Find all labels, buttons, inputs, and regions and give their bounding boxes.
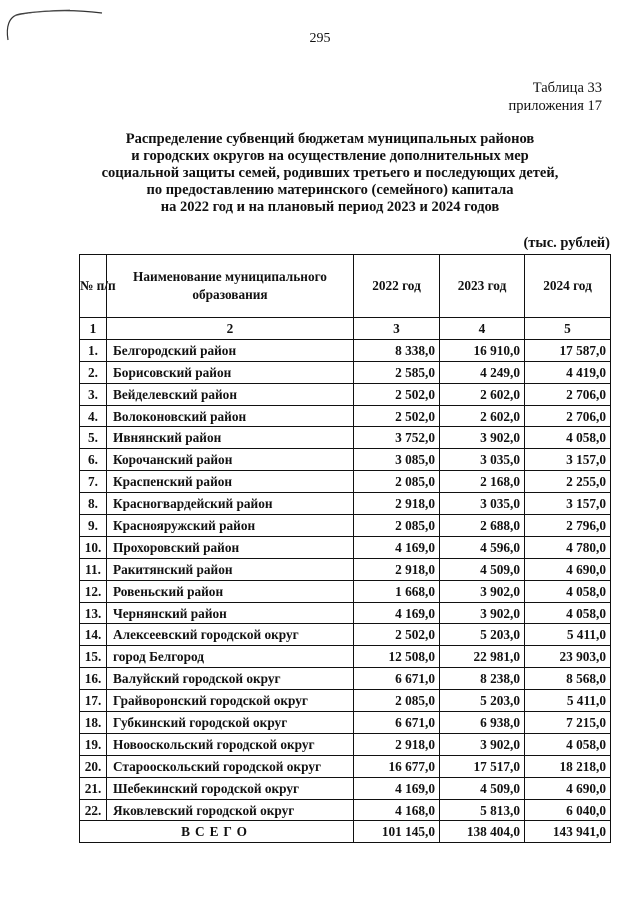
value-2023: 4 509,0 (440, 558, 525, 580)
municipality-name: Алексеевский городской округ (107, 624, 354, 646)
value-2022: 2 585,0 (354, 361, 440, 383)
column-index: 4 (440, 318, 525, 340)
row-number: 20. (80, 755, 107, 777)
value-2022: 2 918,0 (354, 493, 440, 515)
value-2022: 2 502,0 (354, 383, 440, 405)
table-row (80, 427, 611, 449)
value-2023: 2 602,0 (440, 383, 525, 405)
table-row (80, 515, 611, 537)
table-row (80, 449, 611, 471)
row-number: 3. (80, 383, 107, 405)
value-2024: 8 568,0 (525, 668, 611, 690)
title-line: на 2022 год и на плановый период 2023 и 2024 годов (160, 199, 500, 215)
value-2024: 17 587,0 (525, 339, 611, 361)
value-2024: 3 157,0 (525, 493, 611, 515)
value-2023: 3 035,0 (440, 493, 525, 515)
row-number: 4. (80, 405, 107, 427)
row-number: 8. (80, 493, 107, 515)
value-2022: 4 169,0 (354, 602, 440, 624)
header-2022: 2022 год (354, 255, 440, 318)
municipality-name: Красногвардейский район (107, 493, 354, 515)
table-row (80, 646, 611, 668)
municipality-name: Новооскольский городской округ (107, 733, 354, 755)
table-row (80, 361, 611, 383)
value-2024: 4 690,0 (525, 558, 611, 580)
appendix-caption: приложения 17 (508, 98, 602, 114)
municipality-name: Губкинский городской округ (107, 712, 354, 734)
value-2023: 6 938,0 (440, 712, 525, 734)
value-2023: 2 168,0 (440, 471, 525, 493)
municipality-name: Борисовский район (107, 361, 354, 383)
value-2022: 4 169,0 (354, 536, 440, 558)
row-number: 2. (80, 361, 107, 383)
document-title (70, 131, 590, 216)
value-2023: 3 902,0 (440, 427, 525, 449)
row-number: 1. (80, 339, 107, 361)
table-row (80, 536, 611, 558)
table-row (80, 558, 611, 580)
header-2024: 2024 год (525, 255, 611, 318)
value-2022: 2 085,0 (354, 515, 440, 537)
value-2024: 18 218,0 (525, 755, 611, 777)
value-2023: 5 203,0 (440, 690, 525, 712)
total-2024: 143 941,0 (525, 821, 611, 843)
column-index-row (80, 318, 611, 340)
table-row (80, 405, 611, 427)
municipality-name: Волоконовский район (107, 405, 354, 427)
value-2022: 2 085,0 (354, 471, 440, 493)
municipality-name: Краснояружский район (107, 515, 354, 537)
municipality-name: Прохоровский район (107, 536, 354, 558)
value-2022: 2 502,0 (354, 405, 440, 427)
column-index: 2 (107, 318, 354, 340)
row-number: 10. (80, 536, 107, 558)
row-number: 15. (80, 646, 107, 668)
units-label: (тыс. рублей) (523, 235, 610, 251)
column-index: 3 (354, 318, 440, 340)
municipality-name: Ракитянский район (107, 558, 354, 580)
table-row (80, 383, 611, 405)
table-row (80, 712, 611, 734)
municipality-name: Ивнянский район (107, 427, 354, 449)
value-2023: 16 910,0 (440, 339, 525, 361)
value-2022: 6 671,0 (354, 712, 440, 734)
value-2024: 4 058,0 (525, 733, 611, 755)
municipality-name: Ровеньский район (107, 580, 354, 602)
row-number: 22. (80, 799, 107, 821)
value-2022: 2 918,0 (354, 558, 440, 580)
table-row (80, 602, 611, 624)
table-row (80, 493, 611, 515)
title-line: Распределение субвенций бюджетам муниципальных районов (125, 131, 535, 147)
value-2024: 6 040,0 (525, 799, 611, 821)
value-2024: 4 058,0 (525, 602, 611, 624)
municipality-name: город Белгород (107, 646, 354, 668)
municipality-name: Белгородский район (107, 339, 354, 361)
municipality-name: Вейделевский район (107, 383, 354, 405)
value-2022: 4 168,0 (354, 799, 440, 821)
row-number: 13. (80, 602, 107, 624)
table-row (80, 733, 611, 755)
row-number: 14. (80, 624, 107, 646)
value-2024: 3 157,0 (525, 449, 611, 471)
value-2023: 17 517,0 (440, 755, 525, 777)
row-number: 16. (80, 668, 107, 690)
municipality-name: Краспенский район (107, 471, 354, 493)
value-2023: 2 602,0 (440, 405, 525, 427)
title-line: социальной защиты семей, родивших третьего и последующих детей, (101, 165, 559, 181)
value-2022: 12 508,0 (354, 646, 440, 668)
value-2022: 3 752,0 (354, 427, 440, 449)
row-number: 21. (80, 777, 107, 799)
table-row (80, 799, 611, 821)
value-2023: 4 249,0 (440, 361, 525, 383)
table-row (80, 580, 611, 602)
table-row (80, 755, 611, 777)
value-2023: 8 238,0 (440, 668, 525, 690)
value-2024: 7 215,0 (525, 712, 611, 734)
table-row (80, 624, 611, 646)
row-number: 12. (80, 580, 107, 602)
municipality-name: Грайворонский городской округ (107, 690, 354, 712)
value-2022: 1 668,0 (354, 580, 440, 602)
value-2023: 3 902,0 (440, 580, 525, 602)
title-line: и городских округов на осуществление дополнительных мер (131, 148, 529, 164)
table-caption: Таблица 33 (532, 80, 602, 96)
value-2023: 3 902,0 (440, 602, 525, 624)
municipality-name: Старооскольский городской округ (107, 755, 354, 777)
subsidy-distribution-table (79, 254, 611, 843)
header-row (80, 255, 611, 318)
column-index: 1 (80, 318, 107, 340)
table-row (80, 777, 611, 799)
header-2023: 2023 год (440, 255, 525, 318)
row-number: 17. (80, 690, 107, 712)
value-2024: 5 411,0 (525, 690, 611, 712)
row-number: 18. (80, 712, 107, 734)
table-row (80, 339, 611, 361)
value-2022: 2 502,0 (354, 624, 440, 646)
table-row (80, 668, 611, 690)
header-name: Наименование муниципального образования (107, 255, 354, 318)
value-2023: 3 902,0 (440, 733, 525, 755)
value-2023: 3 035,0 (440, 449, 525, 471)
value-2023: 5 813,0 (440, 799, 525, 821)
value-2023: 22 981,0 (440, 646, 525, 668)
municipality-name: Валуйский городской округ (107, 668, 354, 690)
value-2022: 4 169,0 (354, 777, 440, 799)
value-2024: 4 780,0 (525, 536, 611, 558)
table-row (80, 471, 611, 493)
value-2022: 2 085,0 (354, 690, 440, 712)
value-2024: 4 419,0 (525, 361, 611, 383)
value-2023: 4 596,0 (440, 536, 525, 558)
value-2022: 16 677,0 (354, 755, 440, 777)
municipality-name: Чернянский район (107, 602, 354, 624)
value-2023: 4 509,0 (440, 777, 525, 799)
row-number: 9. (80, 515, 107, 537)
municipality-name: Корочанский район (107, 449, 354, 471)
title-line: по предоставлению материнского (семейного) капитала (146, 182, 514, 198)
value-2024: 4 690,0 (525, 777, 611, 799)
value-2022: 8 338,0 (354, 339, 440, 361)
total-2022: 101 145,0 (354, 821, 440, 843)
value-2022: 3 085,0 (354, 449, 440, 471)
value-2024: 2 706,0 (525, 405, 611, 427)
value-2024: 23 903,0 (525, 646, 611, 668)
value-2024: 2 706,0 (525, 383, 611, 405)
value-2024: 2 255,0 (525, 471, 611, 493)
municipality-name: Яковлевский городской округ (107, 799, 354, 821)
total-row (80, 821, 611, 843)
header-num: № п/п (80, 255, 107, 318)
value-2024: 4 058,0 (525, 427, 611, 449)
value-2024: 2 796,0 (525, 515, 611, 537)
row-number: 5. (80, 427, 107, 449)
value-2024: 4 058,0 (525, 580, 611, 602)
row-number: 19. (80, 733, 107, 755)
page-number: 295 (309, 31, 331, 46)
total-2023: 138 404,0 (440, 821, 525, 843)
row-number: 11. (80, 558, 107, 580)
column-index: 5 (525, 318, 611, 340)
value-2023: 2 688,0 (440, 515, 525, 537)
municipality-name: Шебекинский городской округ (107, 777, 354, 799)
table-row (80, 690, 611, 712)
value-2022: 6 671,0 (354, 668, 440, 690)
value-2023: 5 203,0 (440, 624, 525, 646)
row-number: 7. (80, 471, 107, 493)
value-2022: 2 918,0 (354, 733, 440, 755)
total-label: ВСЕГО (80, 821, 354, 843)
row-number: 6. (80, 449, 107, 471)
value-2024: 5 411,0 (525, 624, 611, 646)
